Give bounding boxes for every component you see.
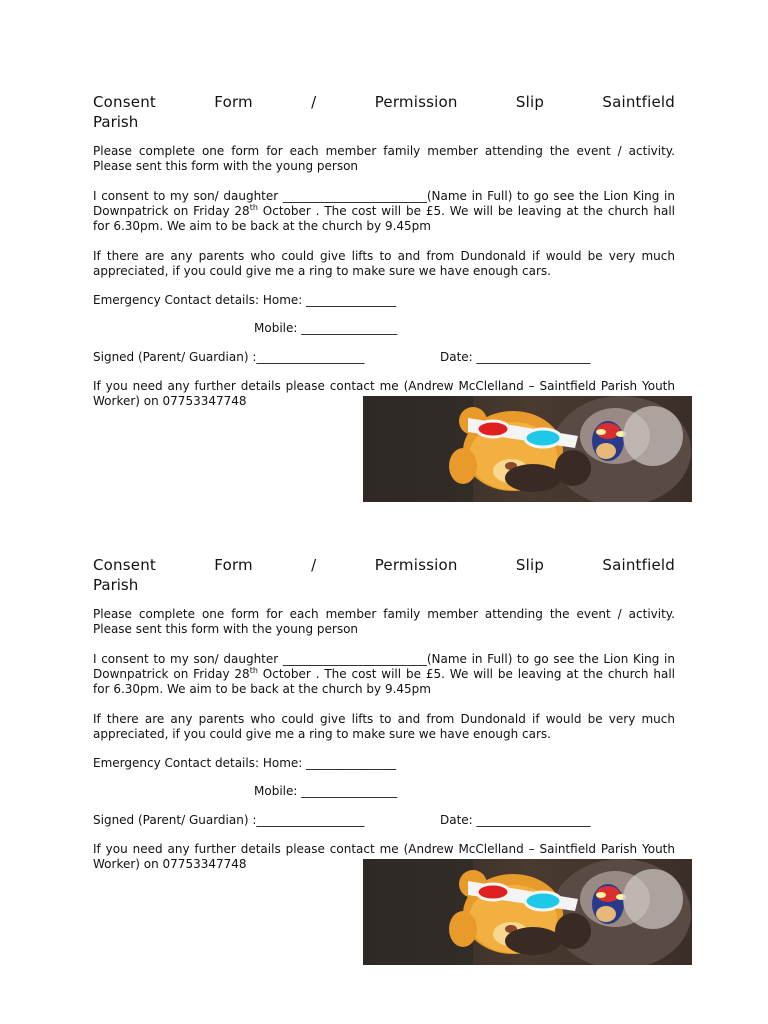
consent-superscript: th — [249, 203, 258, 212]
lion-3d-glasses-picture — [363, 859, 692, 965]
lifts-paragraph: If there are any parents who could give lifts to and from Dundonald if would be very much appreciated, if you could give me a ring to make sure we have enough cars. — [93, 249, 675, 278]
form-title — [93, 92, 675, 112]
title-left: Consent Form / Permission Slip — [93, 556, 545, 574]
consent-paragraph — [93, 189, 675, 234]
signature-line — [93, 350, 675, 365]
signed-field: Signed (Parent/ Guardian) :__________________ — [93, 813, 365, 827]
contact-line-2: Worker) on 07753347748 — [93, 394, 247, 408]
lifts-paragraph: If there are any parents who could give lifts to and from Dundonald if would be very much appreciated, if you could give me a ring to make sure we have enough cars. — [93, 712, 675, 741]
lion-king-image-2 — [363, 859, 692, 965]
title-line2: Parish — [93, 576, 139, 594]
contact-line-1: If you need any further details please contact me (Andrew McClelland – Saintfield Parish Youth — [93, 842, 675, 856]
signed-field: Signed (Parent/ Guardian) :__________________ — [93, 350, 365, 364]
emergency-mobile-line: Mobile: ________________ — [254, 784, 398, 798]
title-left: Consent Form / Permission Slip — [93, 93, 545, 111]
form-title — [93, 555, 675, 575]
emergency-home-line: Emergency Contact details: Home: _______________ — [93, 293, 397, 307]
consent-paragraph — [93, 652, 675, 697]
intro-paragraph: Please complete one form for each member family member attending the event / activity. Please sent this form with the young person — [93, 144, 675, 173]
consent-form-1 — [93, 92, 675, 409]
lion-3d-glasses-picture — [363, 396, 692, 502]
title-right: Saintfield — [602, 93, 675, 111]
intro-paragraph: Please complete one form for each member family member attending the event / activity. Please sent this form with the young person — [93, 607, 675, 636]
date-field: Date: ___________________ — [440, 813, 591, 827]
consent-text-a: I consent to my son/ daughter ________________________(Name in Full) to go see the Lion King in Downpatrick on Friday 28 — [93, 189, 675, 218]
title-right: Saintfield — [602, 556, 675, 574]
consent-form-2 — [93, 555, 675, 872]
emergency-home-line: Emergency Contact details: Home: _______________ — [93, 756, 397, 770]
consent-text-b: October . The cost will be £5. We will be leaving at the church hall for 6.30pm. We aim to be back at the church by 9.45pm — [93, 667, 675, 696]
consent-text-a: I consent to my son/ daughter ________________________(Name in Full) to go see the Lion King in Downpatrick on Friday 28 — [93, 652, 675, 681]
signature-line — [93, 813, 675, 828]
contact-line-2: Worker) on 07753347748 — [93, 857, 247, 871]
contact-line-1: If you need any further details please contact me (Andrew McClelland – Saintfield Parish Youth — [93, 379, 675, 393]
date-field: Date: ___________________ — [440, 350, 591, 364]
title-line2: Parish — [93, 113, 139, 131]
lion-king-image-1 — [363, 396, 692, 502]
emergency-mobile-line: Mobile: ________________ — [254, 321, 398, 335]
consent-text-b: October . The cost will be £5. We will be leaving at the church hall for 6.30pm. We aim to be back at the church by 9.45pm — [93, 204, 675, 233]
consent-superscript: th — [249, 666, 258, 675]
